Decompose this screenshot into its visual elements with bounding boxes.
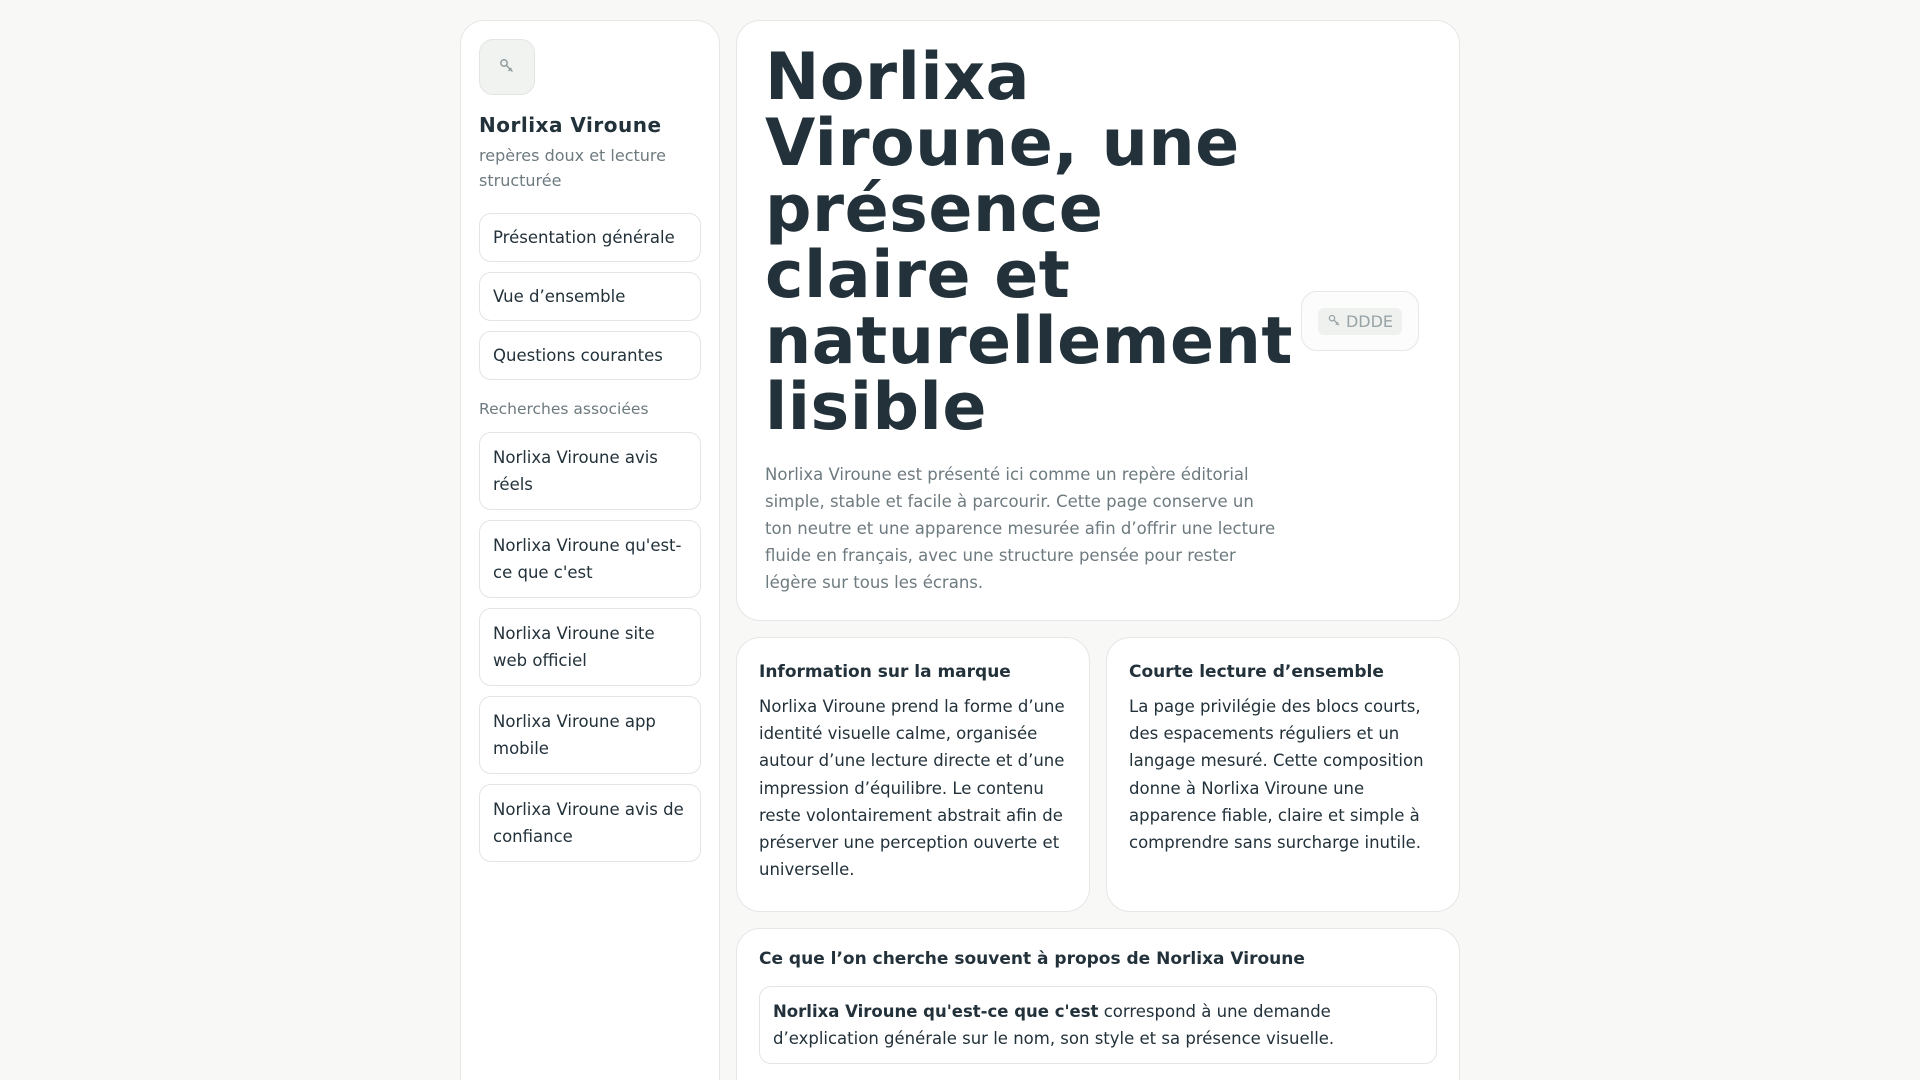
related-item-app-mobile[interactable]: Norlixa Viroune app mobile [479, 696, 701, 774]
sidebar [460, 20, 720, 1080]
brand-name: Norlixa Viroune [479, 113, 662, 137]
overview-card [1106, 637, 1460, 912]
nav-item-overview[interactable]: Vue d’ensemble [479, 272, 701, 321]
related-item-quest-ce[interactable]: Norlixa Viroune qu'est-ce que c'est [479, 520, 701, 598]
faq-term: Norlixa Viroune qu'est-ce que c'est [773, 1002, 1099, 1021]
main-nav [479, 213, 701, 380]
hero-badge [1301, 291, 1419, 351]
hero-card [736, 20, 1460, 621]
tag-icon [1327, 314, 1342, 329]
brand-tagline: repères doux et lecture structurée [479, 146, 666, 190]
related-item-site-officiel[interactable]: Norlixa Viroune site web officiel [479, 608, 701, 686]
nav-item-presentation[interactable]: Présentation générale [479, 213, 701, 262]
page-title: Norlixa Viroune, une présence claire et naturellement lisible [765, 40, 1293, 445]
nav-item-faq[interactable]: Questions courantes [479, 331, 701, 380]
related-searches-list [479, 432, 701, 862]
card-title: Information sur la marque [759, 662, 1011, 682]
faq-section [736, 928, 1460, 1080]
faq-item [759, 986, 1437, 1064]
tag-icon [498, 58, 516, 76]
card-text: La page privilégie des blocs courts, des espacements réguliers et un langage mesuré. Cette composition donne à Norlixa Viroune une apparence fiable, claire et simple à comprendre sans surcharge inutile. [1129, 697, 1424, 853]
hero-description: Norlixa Viroune est présenté ici comme un repère éditorial simple, stable et facile à parcourir. Cette page conserve un ton neutre et une apparence mesurée afin d’offrir une lecture fluide en français, avec une structure pensée pour rester légère sur tous les écrans. [765, 465, 1276, 592]
related-item-avis-reels[interactable]: Norlixa Viroune avis réels [479, 432, 701, 510]
faq-title: Ce que l’on cherche souvent à propos de Norlixa Viroune [759, 949, 1305, 969]
card-title: Courte lecture d’ensemble [1129, 662, 1384, 682]
brand-logo [479, 39, 535, 95]
faq-text: correspond à une demande d’explication générale sur le nom, son style et sa présence visuelle. [773, 1002, 1335, 1048]
brand-info-card [736, 637, 1090, 912]
badge-label: DDDE [1345, 311, 1394, 331]
badge-chip [1318, 308, 1402, 335]
related-item-avis-confiance[interactable]: Norlixa Viroune avis de confiance [479, 784, 701, 862]
card-text: Norlixa Viroune prend la forme d’une identité visuelle calme, organisée autour d’une lecture directe et d’une impression d’équilibre. Le contenu reste volontairement abstrait afin de préserver une perception ouverte et universelle. [759, 697, 1065, 880]
related-searches-title: Recherches associées [479, 400, 649, 418]
